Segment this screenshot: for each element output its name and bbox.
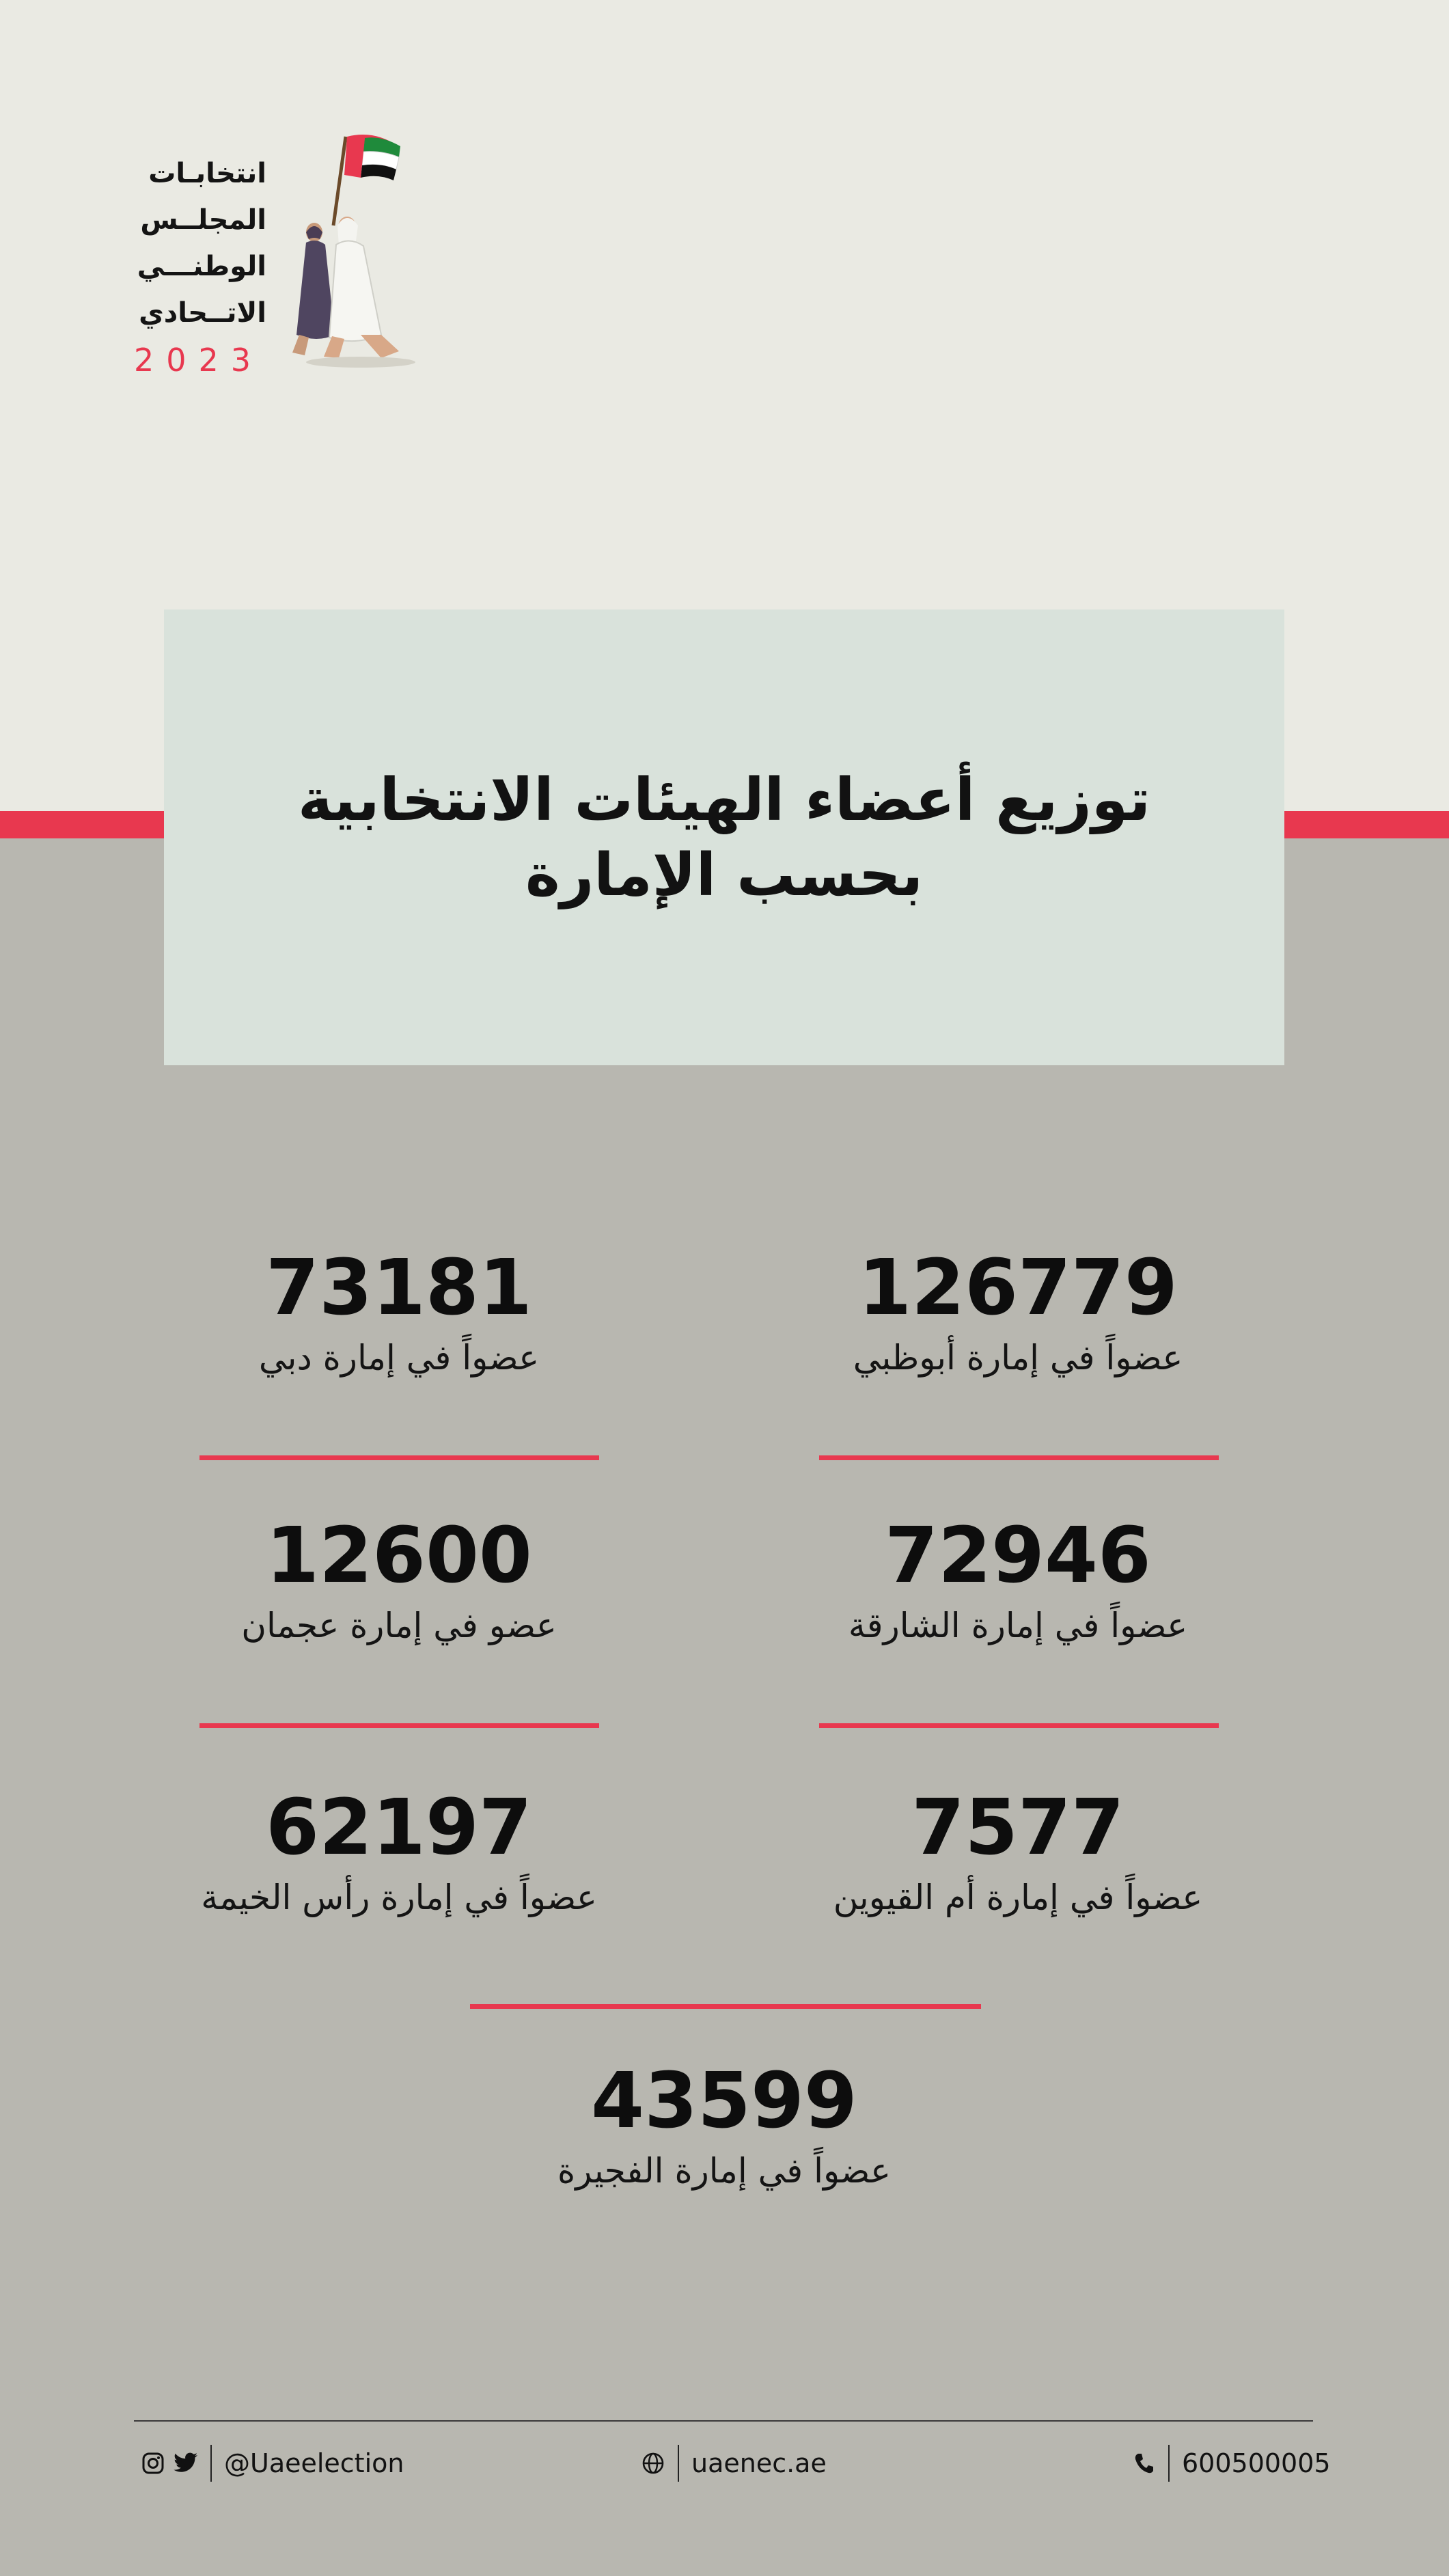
- twitter-icon[interactable]: [172, 2450, 199, 2477]
- divider: [199, 1723, 599, 1728]
- website-link[interactable]: uaenec.ae: [691, 2448, 827, 2478]
- footer-separator: [678, 2445, 679, 2482]
- divider: [819, 1723, 1219, 1728]
- divider: [470, 2004, 981, 2009]
- logo-line: المجلــس: [140, 204, 266, 236]
- page-subtitle: بحسب الإمارة: [525, 840, 924, 909]
- instagram-icon[interactable]: [139, 2450, 167, 2477]
- flag-bearers-illustration: [279, 130, 456, 376]
- divider: [199, 1455, 599, 1460]
- stat-sharjah: [799, 1511, 1237, 1649]
- stat-value: 12600: [266, 1511, 532, 1600]
- footer-rule: [134, 2420, 1313, 2422]
- phone-number[interactable]: 600500005: [1182, 2448, 1331, 2478]
- stat-ras-al-khaimah: [180, 1783, 618, 1921]
- stat-value: 43599: [591, 2057, 857, 2146]
- logo-line: الاتــحادي: [139, 297, 266, 329]
- title-card: [164, 609, 1284, 1065]
- uae-flag-icon: [344, 135, 400, 180]
- globe-icon: [639, 2450, 667, 2477]
- stat-value: 7577: [911, 1783, 1124, 1872]
- stat-abu-dhabi: [799, 1244, 1237, 1382]
- stat-label: عضواً في إمارة الفجيرة: [557, 2151, 891, 2191]
- divider: [819, 1455, 1219, 1460]
- footer-phone[interactable]: [1124, 2439, 1331, 2487]
- stat-ajman: [180, 1511, 618, 1649]
- stat-value: 73181: [266, 1244, 532, 1332]
- stat-label: عضواً في إمارة أبوظبي: [853, 1338, 1183, 1378]
- stat-fujairah: [506, 2057, 943, 2195]
- stat-value: 72946: [885, 1511, 1151, 1600]
- election-logo: [130, 130, 458, 379]
- stat-umm-al-quwain: [799, 1783, 1237, 1921]
- stat-label: عضواً في إمارة رأس الخيمة: [201, 1878, 597, 1917]
- stat-label: عضواً في إمارة أم القيوين: [833, 1878, 1203, 1917]
- footer-separator: [1168, 2445, 1170, 2482]
- footer-separator: [210, 2445, 212, 2482]
- logo-year: 2023: [134, 342, 264, 379]
- footer-website[interactable]: [634, 2439, 827, 2487]
- phone-icon: [1130, 2450, 1157, 2477]
- footer-social[interactable]: [134, 2439, 404, 2487]
- stat-label: عضو في إمارة عجمان: [241, 1606, 557, 1645]
- logo-line: انتخابـات: [148, 158, 266, 189]
- stat-dubai: [180, 1244, 618, 1382]
- stat-label: عضواً في إمارة الشارقة: [848, 1606, 1188, 1645]
- logo-line: الوطنـــي: [137, 251, 266, 282]
- page-title: توزيع أعضاء الهيئات الانتخابية: [297, 765, 1150, 834]
- stat-value: 62197: [266, 1783, 532, 1872]
- stat-value: 126779: [858, 1244, 1178, 1332]
- stat-label: عضواً في إمارة دبي: [258, 1338, 540, 1378]
- social-handle[interactable]: @Uaeelection: [224, 2448, 404, 2478]
- logo-text: [130, 150, 266, 384]
